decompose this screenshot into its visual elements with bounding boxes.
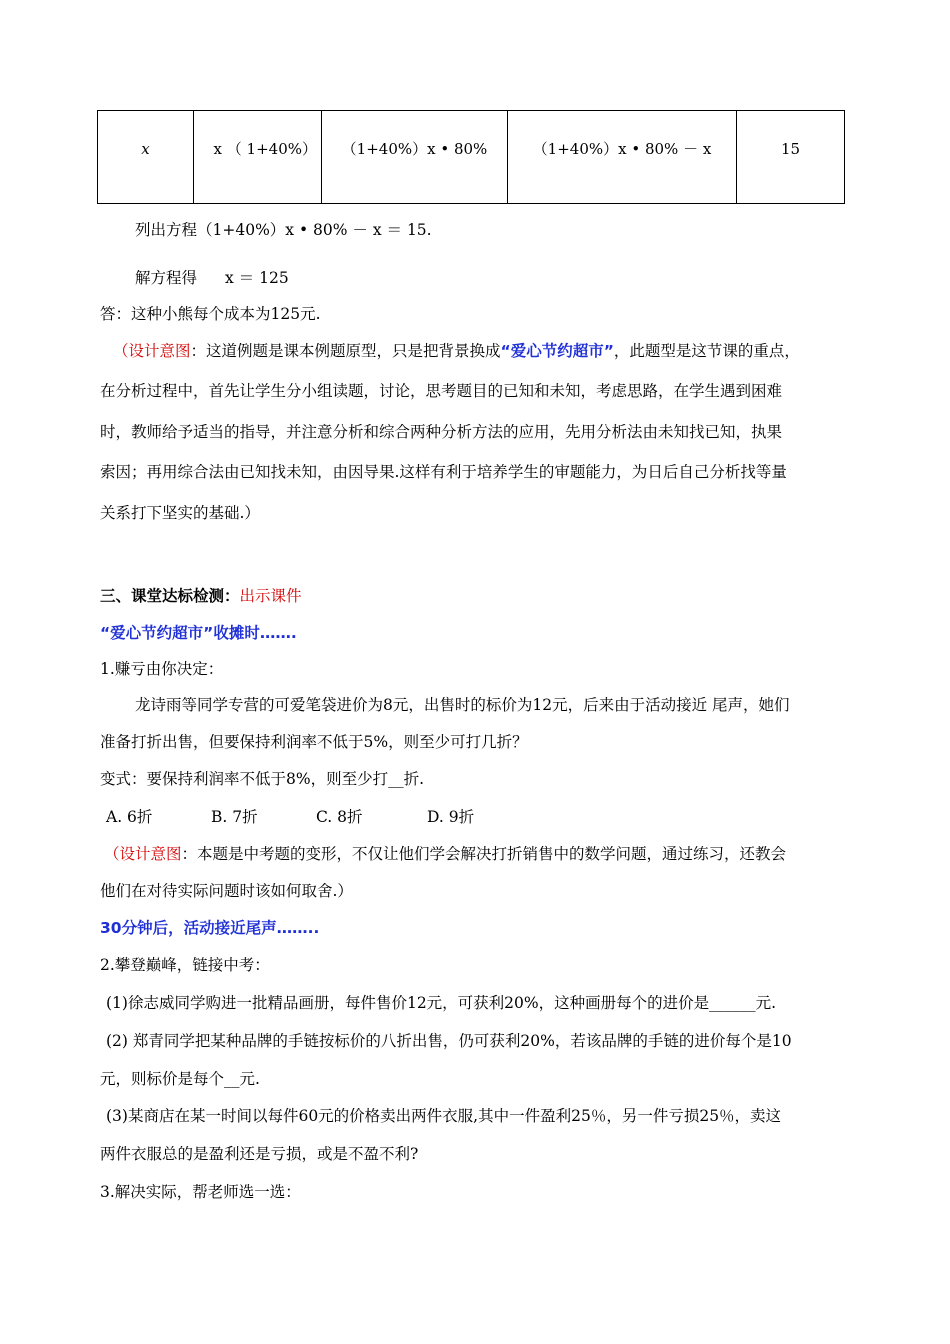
option-a: A. 6折 (106, 808, 153, 826)
option-b: B. 7折 (211, 808, 258, 826)
solve-result: x ＝ 125 (225, 269, 289, 287)
section-subtitle: “爱心节约超市”收摊时……. (100, 624, 297, 642)
design-note-2-first-line (104, 843, 786, 865)
design-note-2-text: ：本题是中考题的变形，不仅让他们学会解决打折销售中的数学问题，通过练习，还教会 (181, 845, 787, 863)
table-row (98, 111, 845, 204)
question-1-title: 1.赚亏由你决定： (100, 660, 224, 678)
question-3-title: 3.解决实际，帮老师选一选： (100, 1183, 301, 1201)
section-heading (100, 585, 302, 607)
question-2-part-3-line: (3)某商店在某一时间以每件60元的价格卖出两件衣服,其中一件盈利25％，另一件亏损25％，卖这 (106, 1107, 782, 1125)
design-note-1-first-line (113, 340, 800, 362)
question-2-part-2-line: 元，则标价是每个__元. (100, 1070, 260, 1088)
design-note-text-a: ：这道例题是课本例题原型，只是把背景换成 (190, 342, 501, 360)
question-2-part-3-line: 两件衣服总的是盈利还是亏损，或是不盈不利? (100, 1145, 419, 1163)
design-note-label: （设计意图 (113, 342, 191, 360)
question-1-variant: 变式：要保持利润率不低于8%，则至少打__折. (100, 770, 425, 788)
option-d: D. 9折 (427, 808, 475, 826)
table-cell-profit-expr: （1+40%）x • 80% － x (508, 111, 737, 204)
table-cell-profit: 15 (737, 111, 845, 204)
table-cell-marked-price: x （ 1+40%） (194, 111, 322, 204)
table-cell-sale-price: （1+40%）x • 80% (322, 111, 508, 204)
design-note-1-line: 索因；再用综合法由已知找未知，由因导果.这样有利于培养学生的审题能力，为日后自己分析找等量 (100, 463, 787, 481)
equation-line: 列出方程（1+40%）x • 80% － x ＝ 15. (135, 221, 432, 239)
section-heading-red: 出示课件 (239, 587, 302, 605)
question-2-title: 2.攀登巅峰，链接中考： (100, 956, 270, 974)
section-heading-text: 三、课堂达标检测： (100, 587, 240, 605)
design-note-2-line: 他们在对待实际问题时该如何取舍.） (100, 882, 353, 900)
solve-line (135, 267, 289, 289)
table-cell-cost: x (98, 111, 194, 204)
design-note-text-b: ，此题型是这节课的重点， (613, 342, 800, 360)
time-note: 30分钟后，活动接近尾声…….. (100, 919, 320, 937)
question-1-body-line: 龙诗雨等同学专营的可爱笔袋进价为8元，出售时的标价为12元，后来由于活动接近 尾声，她们 (135, 696, 790, 714)
option-c: C. 8折 (316, 808, 363, 826)
design-note-highlight: “爱心节约超市” (500, 342, 614, 360)
question-2-part-2-line: (2) 郑青同学把某种品牌的手链按标价的八折出售，仍可获利20%，若该品牌的手链的进价每个是10 (106, 1032, 792, 1050)
design-note-label: （设计意图 (104, 845, 182, 863)
design-note-1-line: 关系打下坚实的基础.） (100, 504, 260, 522)
quantity-table (97, 110, 845, 204)
design-note-1-line: 在分析过程中，首先让学生分小组读题，讨论，思考题目的已知和未知，考虑思路，在学生遇到困难 (100, 382, 783, 400)
solve-label: 解方程得 (135, 269, 198, 287)
design-note-1-line: 时，教师给予适当的指导，并注意分析和综合两种分析方法的应用，先用分析法由未知找已知，执果 (100, 423, 783, 441)
question-2-part-1: (1)徐志威同学购进一批精品画册，每件售价12元，可获利20%，这种画册每个的进价是______元. (106, 994, 777, 1012)
question-1-body-line: 准备打折出售，但要保持利润率不低于5%，则至少可打几折？ (100, 733, 528, 751)
answer-line: 答：这种小熊每个成本为125元. (100, 305, 321, 323)
